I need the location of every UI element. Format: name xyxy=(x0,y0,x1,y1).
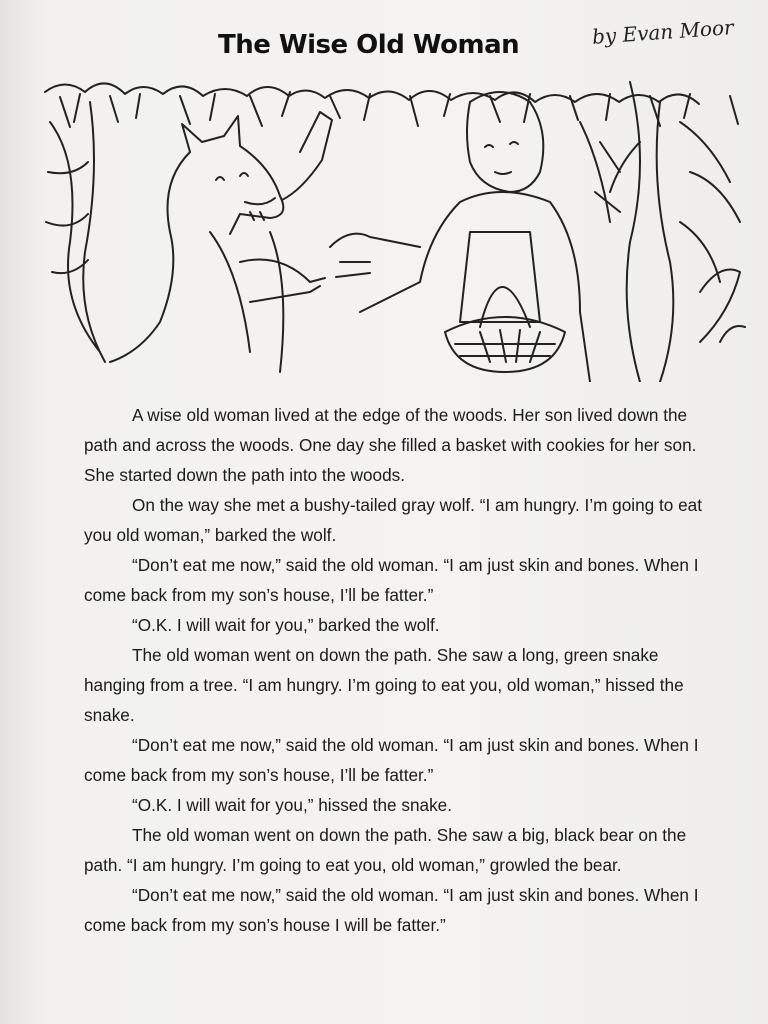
story-paragraph: “Don’t eat me now,” said the old woman. “I am just skin and bones. When I come back from my son’s house, I’ll be fatter.” xyxy=(84,555,699,605)
story-text xyxy=(84,400,704,940)
story-paragraph: A wise old woman lived at the edge of the woods. Her son lived down the path and across the woods. One day she filled a basket with cookies for her son. She started down the path into the woods. xyxy=(84,405,697,485)
author-handwritten: by Evan Moor xyxy=(591,15,735,49)
story-title: The Wise Old Woman xyxy=(218,30,520,60)
story-paragraph: “O.K. I will wait for you,” hissed the snake. xyxy=(132,795,452,815)
wolf-and-old-woman-illustration xyxy=(40,62,752,382)
story-paragraph: On the way she met a bushy-tailed gray wolf. “I am hungry. I’m going to eat you old woman,” barked the wolf. xyxy=(84,495,703,545)
story-paragraph: “Don’t eat me now,” said the old woman. “I am just skin and bones. When I come back from my son’s house, I’ll be fatter.” xyxy=(84,735,699,785)
story-paragraph: “Don’t eat me now,” said the old woman. “I am just skin and bones. When I come back from my son’s house I will be fatter.” xyxy=(84,885,699,935)
story-paragraph: “O.K. I will wait for you,” barked the wolf. xyxy=(132,615,440,635)
story-paragraph: The old woman went on down the path. She saw a big, black bear on the path. “I am hungry. I’m going to eat you, old woman,” growled the bear. xyxy=(84,825,687,875)
story-paragraph: The old woman went on down the path. She saw a long, green snake hanging from a tree. “I am hungry. I’m going to eat you, old woman,” hissed the snake. xyxy=(84,645,684,725)
